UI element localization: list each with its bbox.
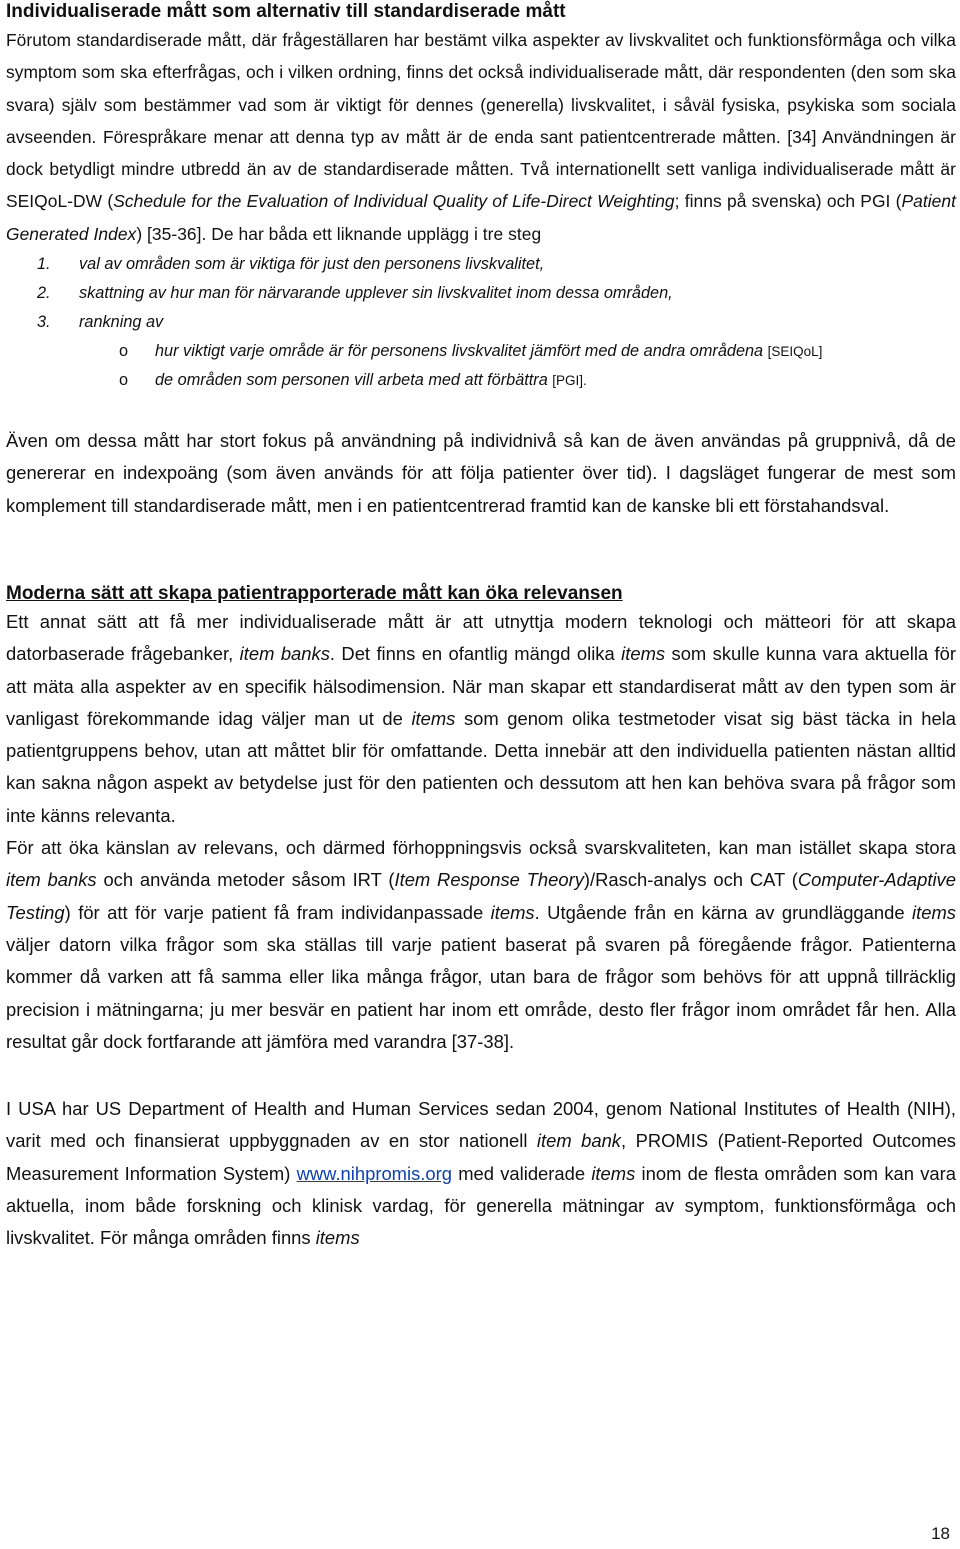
- paragraph-individualized-intro: Förutom standardiserade mått, där frågeställaren har bestämt vilka aspekter av livskvalitet och funktionsförmåga och vilka symptom som ska efterfrågas, och i vilken ordning, finns det också individualiserade mått, där respondenten (den som ska svara) själv som bestämmer vad som är viktigt för dennes (generella) livskvalitet, i såväl fysiska, psykiska som sociala avseenden. Förespråkare menar att denna typ av mått är de enda sant patientcentrerade måtten. [34] Användningen är dock betydligt mindre utbredd än av de standardiserade måtten. Två internationellt sett vanliga individualiserade mått är SEIQoL-DW (Schedule for the Evaluation of Individual Quality of Life-Direct Weighting; finns på svenska) och PGI (Patient Generated Index) [35-36]. De har båda ett liknande upplägg i tre steg: [6, 30, 956, 244]
- paragraph-individualized-outro: Även om dessa mått har stort fokus på användning på individnivå så kan de även användas på gruppnivå, då de genererar en indexpoäng (som även används för att följa patienter över tid). I dagsläget fungerar de mest som komplement till standardiserade mått, men i en patientcentrerad framtid kan de kanske bli ett förstahandsval.: [6, 430, 956, 516]
- list-item: 2. skattning av hur man för närvarande upplever sin livskvalitet inom dessa områden,: [37, 284, 673, 303]
- paragraph-irt-cat: För att öka känslan av relevans, och därmed förhoppningsvis också svarskvaliteten, kan man istället skapa stora item banks och använda metoder såsom IRT (Item Response Theory)/Rasch-analys och CAT (Computer-Adaptive Testing) för att för varje patient få fram individanpassade items. Utgående från en kärna av grundläggande items väljer datorn vilka frågor som ska ställas till varje patient baserat på svaren på föregående frågor. Patienterna kommer då varken att få samma eller lika många frågor, utan bara de frågor som behövs för att uppnå tillräcklig precision i mätningarna; ju mer besvär en patient har inom ett område, desto fler frågor inom området får hen. Alla resultat går dock fortfarande att jämföra med varandra [37-38].: [6, 837, 956, 1052]
- steps-list: [6, 250, 956, 337]
- document-page: [6, 0, 956, 1255]
- list-item: o hur viktigt varje område är för personens livskvalitet jämfört med de andra områdena [SEIQoL]: [119, 342, 823, 361]
- list-item: 3. rankning av: [37, 313, 164, 332]
- list-item: 1. val av områden som är viktiga för just den personens livskvalitet,: [37, 255, 545, 274]
- page-number: 18: [931, 1524, 950, 1543]
- section-heading-modern-methods: Moderna sätt att skapa patientrapporterade mått kan öka relevansen: [6, 582, 623, 604]
- paragraph-item-banks: Ett annat sätt att få mer individualiserade mått är att utnyttja modern teknologi och mätteori för att skapa datorbaserade frågebanker, item banks. Det finns en ofantlig mängd olika items som skulle kunna vara aktuella för att mäta alla aspekter av en specifik hälsodimension. När man skapar ett standardiserat mått av den typen som är vanligast förekommande idag väljer man ut de items som genom olika testmetoder visat sig bäst täcka in hela patientgruppens behov, utan att måttet blir för omfattande. Detta innebär att den individuella patienten nästan alltid kan sakna någon aspekt av betydelse just för den patienten och dessutom att hen kan behöva svara på frågor som inte känns relevanta.: [6, 610, 957, 826]
- list-item: o de områden som personen vill arbeta med att förbättra [PGI].: [119, 371, 587, 390]
- ranking-sublist: [6, 337, 956, 395]
- section-heading-individualized: Individualiserade mått som alternativ till standardiserade mått: [6, 1, 566, 22]
- paragraph-promis: I USA har US Department of Health and Human Services sedan 2004, genom National Institutes of Health (NIH), varit med och finansierat uppbyggnaden av en stor nationell item bank, PROMIS (Patient-Reported Outcomes Measurement Information System) www.nihpromis.org med validerade items inom de flesta områden som kan vara aktuella, inom både forskning och klinisk vardag, för generella mätningar av symptom, funktionsförmåga och livskvalitet. För många områden finns items: [6, 1098, 957, 1249]
- promis-link[interactable]: www.nihpromis.org: [296, 1162, 452, 1184]
